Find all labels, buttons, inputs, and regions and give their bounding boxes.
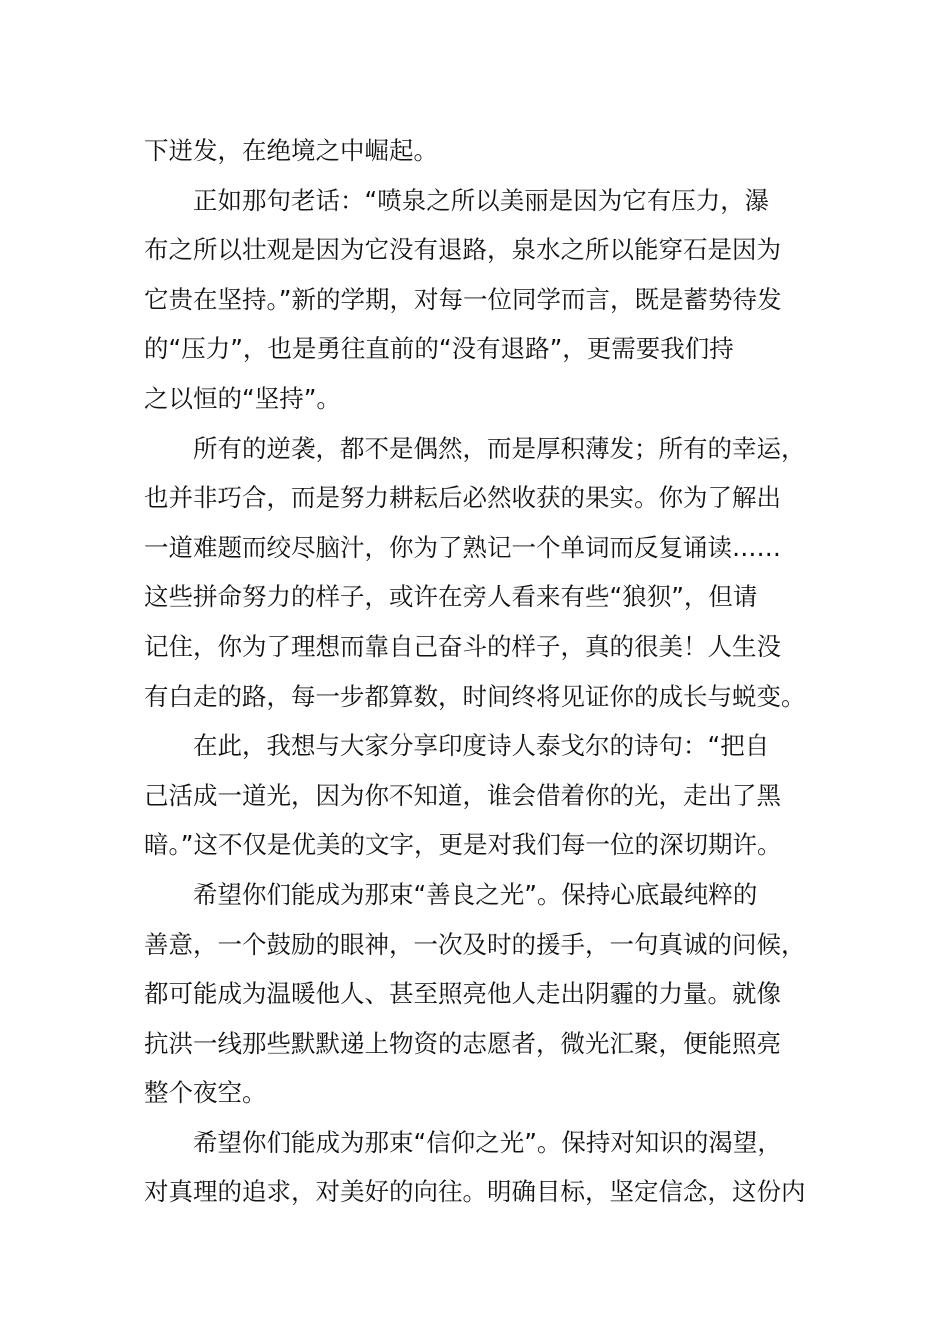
text-line: 下迸发，在绝境之中崛起。 <box>144 136 438 165</box>
text-line: 善意，一个鼓励的眼神，一次及时的援手，一句真诚的问候， <box>144 929 806 959</box>
text-line: 整个夜空。 <box>144 1078 267 1108</box>
text-line: 正如那句老话：“喷泉之所以美丽是因为它有压力，瀑 <box>144 185 770 215</box>
text-line: 布之所以壮观是因为它没有退路，泉水之所以能穿石是因为 <box>144 235 781 265</box>
text-line: 记住，你为了理想而靠自己奋斗的样子，真的很美！人生没 <box>144 631 781 661</box>
text-line: 对真理的追求，对美好的向往。明确目标，坚定信念，这份内 <box>144 1177 806 1207</box>
text-line: 在此，我想与大家分享印度诗人泰戈尔的诗句：“把自 <box>144 731 770 761</box>
text-line: 都可能成为温暖他人、甚至照亮他人走出阴霾的力量。就像 <box>144 979 781 1009</box>
text-line: 所有的逆袭，都不是偶然，而是厚积薄发；所有的幸运， <box>144 433 806 463</box>
text-line: 暗。”这不仅是优美的文字，更是对我们每一位的深切期许。 <box>144 830 782 860</box>
text-line: 这些拼命努力的样子，或许在旁人看来有些“狼狈”，但请 <box>144 582 758 612</box>
text-line: 抗洪一线那些默默递上物资的志愿者，微光汇聚，便能照亮 <box>144 1028 781 1058</box>
text-line: 希望你们能成为那束“信仰之光”。保持对知识的渴望， <box>144 1127 782 1157</box>
text-line: 有白走的路，每一步都算数，时间终将见证你的成长与蜕变。 <box>144 681 806 711</box>
text-line: 也并非巧合，而是努力耕耘后必然收获的果实。你为了解出 <box>144 483 781 513</box>
text-line: 的“压力”，也是勇往直前的“没有退路”，更需要我们持 <box>144 334 734 364</box>
text-line: 它贵在坚持。”新的学期，对每一位同学而言，既是蓄势待发 <box>144 284 782 314</box>
body-text <box>144 126 824 1217</box>
text-line: 希望你们能成为那束“善良之光”。保持心底最纯粹的 <box>144 879 758 909</box>
text-line: 一道难题而绞尽脑汁，你为了熟记一个单词而反复诵读…… <box>144 532 781 562</box>
text-line: 己活成一道光，因为你不知道，谁会借着你的光，走出了黑 <box>144 780 781 810</box>
text-line: 之以恒的“坚持”。 <box>144 383 341 413</box>
